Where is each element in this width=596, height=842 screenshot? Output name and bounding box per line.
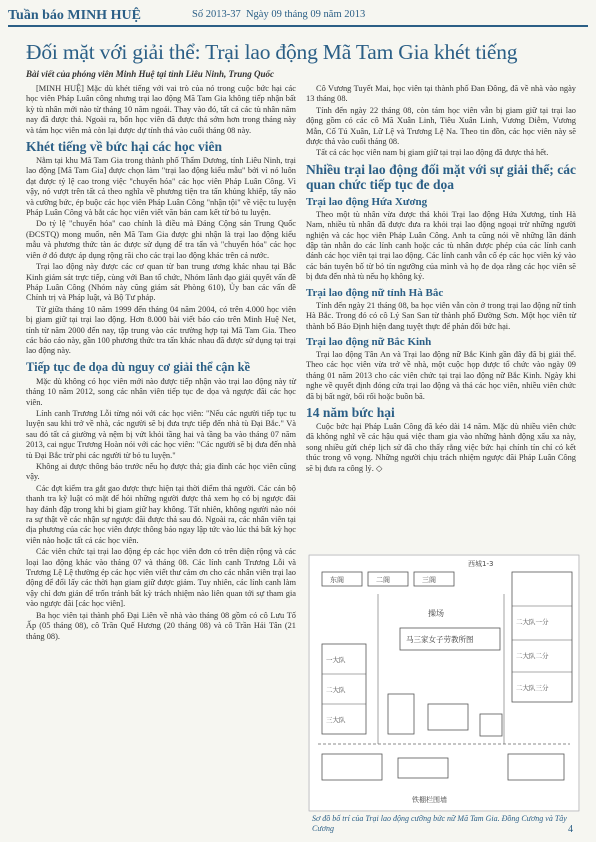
paragraph: Tính đến ngày 22 tháng 08, còn tám học viên vẫn bị giam giữ tại trại lao động gồm có các cô Mã Xuân Linh, Tiêu Xuân Linh, Vương Diễm, Vương Mẫn, Cố Tú Xuân, Lữ Lệ và Trương Lệ Na. Theo tin đồn, các học viên này sẽ được thả vào cuối tháng 08. <box>306 105 576 147</box>
map-label-top2: 二阁 <box>376 576 390 584</box>
map-label-left1: 一大队 <box>326 656 346 664</box>
issue-date: Ngày 09 tháng 09 năm 2013 <box>245 9 366 20</box>
camp-map-figure <box>308 554 580 812</box>
paragraph: Trại lao động Tân An và Trại lao động nữ Bắc Kinh gần đây đã bị giải thể. Theo các học viên vừa trở về nhà, một cuộc họp được tổ chức vào ngày 09 tháng 01 năm 2013 cho các viên chức tại trại lao động nữ Bắc Kinh. Ngày khi nghe về quyết định đóng cửa trại lao động và thả các học viên, nhiều viên chức đã bị bất ngờ, bối rối hoặc buồn bã. <box>306 349 576 401</box>
issue-info <box>192 9 365 20</box>
article-byline: Bài viết của phóng viên Minh Huệ tại tỉnh Liêu Ninh, Trung Quốc <box>26 69 274 79</box>
map-caption: Sơ đồ bố trí của Trại lao động cưỡng bức nữ Mã Tam Gia. Đồng Cương và Tây Cương <box>312 814 567 833</box>
section-heading-1: Khét tiếng về bức hại các học viên <box>26 139 222 155</box>
paragraph: Tính đến ngày 21 tháng 08, ba học viên vẫn còn ở trong trại lao động nữ tỉnh Hà Bắc. Trong đó có cô Lý San San từ thành phố Đường Sơn. Một học viên từ thành bố Bảo Định hiện đang tuyệt thực để phản đối bức hại. <box>306 300 576 331</box>
paragraph: Lính canh Trương Lỗi từng nói với các học viên: "Nếu các người tiếp tục tu luyện sau khi trở về nhà, các người sẽ bị đưa trực tiếp đến nhà tù Đại Bắc." Và sau đó tất cả giường và nệm bị vứt khỏi tầng hai và tầng ba vào tháng 07 năm 2013, cai ngục Trương Hoàn nói với các học viên: "Các người sẽ bị đưa đến nhà tù Đại Bắc trừ phi các người từ bỏ tu luyện." <box>26 408 296 460</box>
paragraph: Ba học viên tại thành phố Đại Liên về nhà vào tháng 08 gồm có cô Lưu Tố Ấp (05 tháng 08), cô Trần Quế Hương (20 tháng 08) và cô Trần Hải Tân (21 tháng 08). <box>26 610 296 641</box>
section-heading-3: Nhiều trại lao động đối mặt với sự giải thể; các quan chức tiếp tục đe dọa <box>306 161 576 192</box>
camp-map <box>308 554 580 812</box>
right-column <box>306 84 576 475</box>
paragraph: Các đợt kiểm tra gắt gao được thực hiện tại thời điểm thả người. Các cán bộ thanh tra kỹ luật có mặt để hỏi những người được thả xem họ có bị ngược đãi hay đánh đập trong khi bị giam giữ hay không. Tất nhiên, không người nào nói ra sự thật về các nhận sự ngược đãi được thả sau đó. Ngoài ra, các nhân viên tại địa phương của các học viên được thông báo ngay lập tức vào lúc thả bất kỳ học viên nào hoặc tất cả các học viên. <box>26 483 296 545</box>
paragraph: Do tỷ lệ "chuyển hóa" cao chính là điều mà Đảng Cộng sản Trung Quốc (ĐCSTQ) mong muốn, nên Mã Tam Gia được ghi nhận là trại lao động kiểu mẫu và phương thức tàn ác được sử dụng để tra tấn và "chuyển hóa" các học viên ở đó được áp dụng rộng rãi cho các trại lao động khác trên cả nước. <box>26 219 296 260</box>
masthead <box>8 5 588 27</box>
paragraph: Không ai được thông báo trước nếu họ được thả; gia đình các học viên cũng vậy. <box>26 462 296 482</box>
paragraph: Nằm tại khu Mã Tam Gia trong thành phố Thẩm Dương, tỉnh Liêu Ninh, trại lao động [Mã Tam Gia] được chọn làm "trại lao động kiểu mẫu" bởi vì nó luôn đạt được tỷ lệ cao trong việc "chuyển hóa" các học viên Pháp Luân Công. Vì vậy, nó vượt trên tất cả theo nghĩa về phương tiện tra tấn khủng khiếp, tẩy não và cưỡng bức, ép buộc các học viên Pháp Luân Công "nhận tội" về việc tu luyện Pháp Luân Công và bắt các học viên viết văn bản cam kết từ bỏ tu luyện. <box>26 156 296 218</box>
left-column <box>26 84 296 643</box>
paragraph: Theo một tù nhân vừa được thả khỏi Trại lao động Hứa Xương, tỉnh Hà Nam, nhiều tù nhân đã được đưa ra khỏi trại lao động ngoại trừ những người nghiện và các học viên Pháp Luân Công. Anh ta cũng nói về những lần đánh đập tàn nhẫn do các lính canh hoặc các tù nhân được phép của các lính canh đánh các học viên tại trại lao động. Các lính canh vẫn cố ép các học viên ký vào các bản tuyên bố từ bỏ tín ngưỡng của mình và họ đe dọa rằng các học viên sẽ bị đưa đến nhà tù nếu họ không ký. <box>306 209 576 282</box>
subheading-xu-xuong: Trại lao động Hứa Xương <box>306 195 428 208</box>
map-label-north: 西城1-3 <box>468 560 494 568</box>
paragraph: Mặc dù không có học viên mới nào được tiếp nhận vào trại lao động này từ tháng 10 năm 2012, song các nhân viên tiếp tục đe dọa và ngược đãi các học viên. <box>26 376 296 407</box>
paragraph: Trại lao động này được các cơ quan từ ban trung ương khác nhau tại Bắc Kinh giám sát trực tiếp, cùng với Ban tổ chức, Nhóm lãnh đạo giải quyết vấn đề Pháp Luân Công (Nhóm này cũng giám sát Phòng 610), Ủy ban các vấn đề Chính trị và Pháp luật, và Bộ Tư pháp. <box>26 262 296 303</box>
intro-paragraph: [MINH HUỆ] Mặc dù khét tiếng với vai trò của nó trong cuộc bức hại các học viên Pháp Luân công nhưng trại lao động Mã Tam Gia không tiếp nhận bất kỳ tù nhân mới nào từ tháng 10 năm ngoái. Thay vào đó, tất cả các tù nhân năm nay đã được thả. Ngoài ra, bốn học viên đã được thả sớm hơn trong tháng này và tám học viên mà còn lại được dự tính thả vào cuối tháng 08 này. <box>26 84 296 135</box>
map-label-top1: 东阁 <box>330 576 344 584</box>
paragraph: Từ giữa tháng 10 năm 1999 đến tháng 04 năm 2004, có trên 4.000 học viên bị giam giữ tại trại lao động. Hơn 8.000 bài viết báo cáo trên Minh Huệ Net, tính từ năm 2000 đến nay, tập trung vào các trường hợp tại Mã Tam Gia. Theo các báo cáo này, gần 100 phương thức tra tấn khác nhau đã được sử dụng tại trại lao động này. <box>26 304 296 356</box>
paragraph: Các viên chức tại trại lao động ép các học viên đơn có trên diện rộng và các loại lao động khác vào tháng 07 và tháng 08. Các lính canh Trương Lỗi và Trương Lệ Lệ thường ép các học viên viết thư cảm ơn cho các nhân viên trại lao động để đổi lấy các thời hạn giam giữ được giảm. Tuy nhiên, các lính canh làm vậy chỉ đơn giản để trốn tránh bất kỳ trách nhiệm nào liên quan tới sự tham gia vào ngược đãi [các học viên]. <box>26 547 296 609</box>
map-label-right2: 二大队二分 <box>516 652 549 660</box>
section-heading-2: Tiếp tục đe dọa dù nguy cơ giải thể cận kề <box>26 359 251 374</box>
subheading-beijing: Trại lao động nữ Bắc Kinh <box>306 335 432 348</box>
article-title: Đối mặt với giải thể: Trại lao động Mã Tam Gia khét tiếng <box>26 40 518 64</box>
paragraph: Tất cả các học viên nam bị giam giữ tại trại lao động đã được thả hết. <box>316 148 549 158</box>
issue-number: 2013-37 <box>205 9 241 20</box>
map-label-bottom: 铁棚栏围墙 <box>412 796 447 804</box>
issue-prefix: Số <box>192 9 204 20</box>
paragraph: Cuộc bức hại Pháp Luân Công đã kéo dài 14 năm. Mặc dù nhiều viên chức đã không nghĩ về các hậu quả việc tham gia vào những hành động xấu xa này, song nhiều gửi chép lịch sử đã cho thấy rằng việc bức hại chính tín chỉ có kết thúc trong vô vọng. Những người chịu trách nhiệm ngược đãi Pháp Luân Công sẽ bị đưa ra công lý. ◇ <box>306 421 576 473</box>
map-label-left2: 二大队 <box>326 686 346 694</box>
subheading-hebei: Trại lao động nữ tỉnh Hà Bắc <box>306 286 444 299</box>
paragraph: Cô Vương Tuyết Mai, học viên tại thành phố Đan Đông, đã về nhà vào ngày 13 tháng 08. <box>306 84 576 104</box>
map-label-top3: 三阁 <box>422 576 436 584</box>
map-label-left3: 三大队 <box>326 716 346 724</box>
map-label-right3: 二大队三分 <box>516 684 549 692</box>
header-rule <box>8 25 588 27</box>
publication-name: Tuần báo MINH HUỆ <box>8 8 141 23</box>
page-number: 4 <box>568 824 573 835</box>
map-label-right1: 二大队一分 <box>516 618 549 626</box>
map-label-center: 马三家女子劳教所图 <box>406 635 474 644</box>
section-heading-4: 14 năm bức hại <box>306 404 395 420</box>
map-label-ground: 操场 <box>428 609 444 618</box>
